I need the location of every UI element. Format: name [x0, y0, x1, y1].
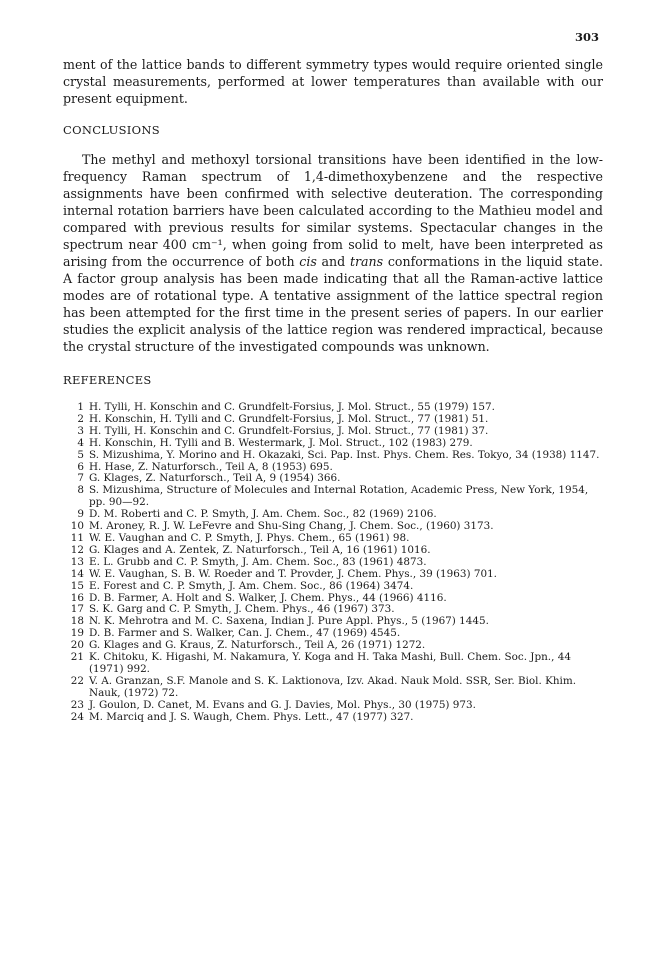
conclusions-paragraph: The methyl and methoxyl torsional transitions have been identified in the low-frequency Raman spectrum of 1,4-dimethoxybenzene and the respective assignments have been confirmed with selective deuteration. The corresponding internal rotation barriers have been calculated according to the Mathieu model and compared with previous results for similar systems. Spectacular changes in the spectrum near 400 cm⁻¹, when going from solid to melt, have been interpreted as arising from the occurrence of both cis and trans conformations in the liquid state. A factor group analysis has been made indicating that all the Raman-active lattice modes are of rotational type. A tentative assignment of the lattice spectral region has been attempted for the first time in the present series of papers. In our earlier studies the explicit analysis of the lattice region was rendered impractical, because the crystal structure of the investigated compounds was unknown.: [63, 152, 603, 354]
reference-text: N. K. Mehrotra and M. C. Saxena, Indian J. Pure Appl. Phys., 5 (1967) 1445.: [89, 615, 489, 628]
reference-number: 10: [70, 520, 84, 533]
reference-item: [62, 676, 607, 700]
reference-number: 6: [77, 460, 84, 473]
reference-number: 21: [70, 651, 84, 664]
reference-number: 17: [70, 603, 84, 616]
reference-text: D. B. Farmer and S. Walker, Can. J. Chem., 47 (1969) 4545.: [89, 627, 401, 640]
reference-text: M. Marciq and J. S. Waugh, Chem. Phys. Lett., 47 (1977) 327.: [89, 710, 414, 723]
reference-item: [62, 581, 607, 593]
reference-number: 15: [70, 579, 84, 592]
reference-number: 2: [77, 412, 84, 425]
reference-item: [62, 485, 607, 509]
reference-text: H. Tylli, H. Konschin and C. Grundfelt-Forsius, J. Mol. Struct., 77 (1981) 37.: [89, 424, 489, 437]
reference-number: 18: [70, 615, 84, 628]
reference-item: [62, 712, 607, 724]
continuation-paragraph: ment of the lattice bands to different symmetry types would require oriented single crystal measurements, performed at lower temperatures than available with our present equipment.: [63, 57, 603, 106]
reference-text: S. Mizushima, Y. Morino and H. Okazaki, Sci. Pap. Inst. Phys. Chem. Res. Tokyo, 34 (1938) 1147.: [89, 448, 600, 461]
reference-text: H. Tylli, H. Konschin and C. Grundfelt-Forsius, J. Mol. Struct., 55 (1979) 157.: [89, 401, 495, 413]
references-heading: REFERENCES: [63, 373, 152, 387]
reference-item: [62, 426, 607, 438]
reference-text: H. Hase, Z. Naturforsch., Teil A, 8 (1953) 695.: [89, 460, 333, 473]
reference-number: 23: [70, 698, 84, 711]
reference-number: 24: [70, 710, 84, 723]
reference-number: 22: [70, 674, 84, 687]
reference-number: 20: [70, 639, 84, 652]
reference-text: H. Konschin, H. Tylli and C. Grundfelt-Forsius, J. Mol. Struct., 77 (1981) 51.: [89, 412, 489, 425]
reference-text: M. Aroney, R. J. W. LeFevre and Shu-Sing Chang, J. Chem. Soc., (1960) 3173.: [89, 520, 494, 533]
reference-text: W. E. Vaughan and C. P. Smyth, J. Phys. Chem., 65 (1961) 98.: [89, 531, 410, 544]
reference-item: [62, 569, 607, 581]
reference-number: 16: [70, 591, 84, 604]
references-list: [62, 402, 607, 723]
reference-item: [62, 545, 607, 557]
reference-item: [62, 652, 607, 676]
reference-text: K. Chitoku, K. Higashi, M. Nakamura, Y. Koga and H. Taka Mashi, Bull. Chem. Soc. Jpn., 44 (1971) 992.: [89, 651, 571, 675]
reference-item: [62, 700, 607, 712]
reference-text: D. M. Roberti and C. P. Smyth, J. Am. Chem. Soc., 82 (1969) 2106.: [89, 508, 437, 521]
reference-text: G. Klages, Z. Naturforsch., Teil A, 9 (1954) 366.: [89, 472, 341, 485]
reference-text: V. A. Granzan, S.F. Manole and S. K. Laktionova, Izv. Akad. Nauk Mold. SSR, Ser. Biol. Khim. Nauk, (1972) 72.: [89, 674, 577, 699]
reference-item: [62, 557, 607, 569]
reference-number: 19: [70, 627, 84, 640]
reference-item: [62, 450, 607, 462]
reference-number: 5: [77, 448, 84, 461]
reference-number: 9: [77, 508, 84, 521]
reference-text: E. Forest and C. P. Smyth, J. Am. Chem. Soc., 86 (1964) 3474.: [89, 579, 414, 592]
reference-number: 3: [77, 424, 84, 437]
page-number: 303: [574, 30, 599, 44]
reference-text: W. E. Vaughan, S. B. W. Roeder and T. Provder, J. Chem. Phys., 39 (1963) 701.: [89, 567, 497, 580]
reference-number: 7: [77, 472, 84, 485]
reference-number: 14: [70, 567, 84, 580]
reference-number: 13: [70, 555, 84, 568]
reference-item: [62, 438, 607, 450]
reference-text: S. Mizushima, Structure of Molecules and Internal Rotation, Academic Press, New York, 1954, pp. 90—92.: [89, 484, 589, 509]
reference-number: 11: [70, 531, 84, 544]
reference-number: 8: [77, 484, 84, 497]
reference-number: 4: [77, 436, 84, 449]
reference-text: S. K. Garg and C. P. Smyth, J. Chem. Phys., 46 (1967) 373.: [89, 603, 395, 616]
reference-text: D. B. Farmer, A. Holt and S. Walker, J. Chem. Phys., 44 (1966) 4116.: [89, 591, 447, 604]
reference-number: 12: [70, 543, 84, 556]
reference-number: 1: [77, 401, 84, 413]
reference-text: J. Goulon, D. Canet, M. Evans and G. J. Davies, Mol. Phys., 30 (1975) 973.: [89, 698, 476, 711]
reference-text: G. Klages and A. Zentek, Z. Naturforsch., Teil A, 16 (1961) 1016.: [89, 543, 431, 556]
reference-text: G. Klages and G. Kraus, Z. Naturforsch., Teil A, 26 (1971) 1272.: [89, 639, 426, 652]
reference-text: E. L. Grubb and C. P. Smyth, J. Am. Chem. Soc., 83 (1961) 4873.: [89, 555, 427, 568]
reference-text: H. Konschin, H. Tylli and B. Westermark, J. Mol. Struct., 102 (1983) 279.: [89, 436, 473, 449]
conclusions-heading: CONCLUSIONS: [63, 123, 160, 137]
